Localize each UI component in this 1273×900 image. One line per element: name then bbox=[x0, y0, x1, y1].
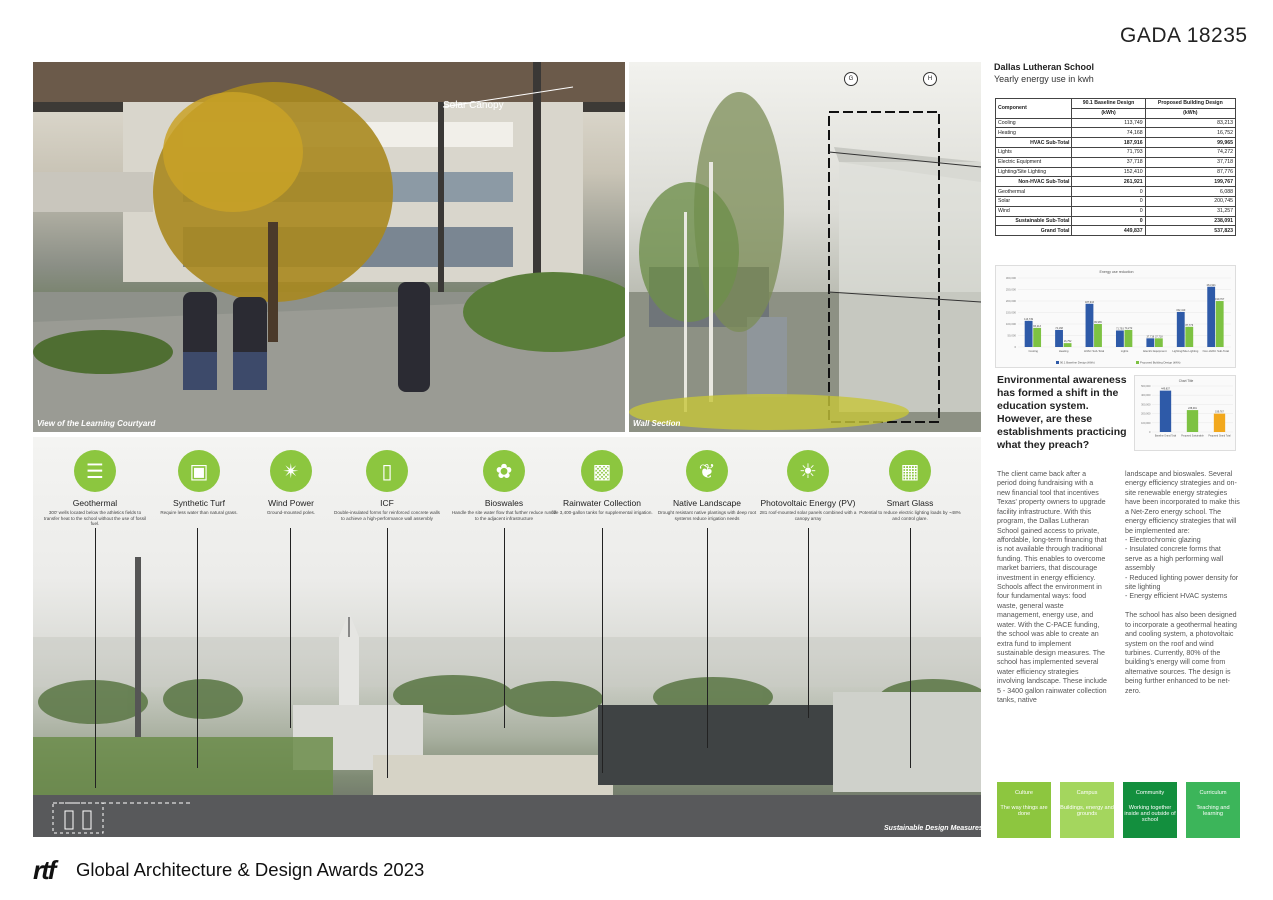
y-tick-label: 300,000 bbox=[1005, 276, 1016, 280]
tile-desc: Buildings, energy and grounds bbox=[1060, 805, 1114, 817]
leader-line bbox=[602, 528, 603, 773]
x-tick-label: Electric Equipment bbox=[1143, 349, 1167, 353]
bar bbox=[1116, 330, 1124, 347]
window-icon: ▦ bbox=[889, 450, 931, 492]
tile-title: Campus bbox=[1076, 790, 1098, 796]
energy-reduction-chart-svg bbox=[996, 266, 1237, 369]
proposed-value: 83,213 bbox=[1145, 118, 1235, 128]
bar-value-label: 152,410 bbox=[1176, 308, 1186, 312]
proposed-value: 200,745 bbox=[1145, 196, 1235, 206]
proposed-value: 537,823 bbox=[1145, 226, 1235, 236]
article-heading: Environmental awareness has formed a shift in the education system. However, are these establishments practicing what they preach? bbox=[997, 374, 1127, 452]
proposed-value: 16,752 bbox=[1145, 128, 1235, 138]
bar-value-label: 71,793 bbox=[1116, 327, 1124, 331]
wall-section-caption: Wall Section bbox=[633, 419, 681, 428]
proposed-value: 37,718 bbox=[1145, 157, 1235, 167]
leaf-icon: ❦ bbox=[686, 450, 728, 492]
wall-section-illustration bbox=[629, 62, 981, 432]
bar-value-label: 83,213 bbox=[1033, 324, 1041, 328]
table-row bbox=[996, 226, 1236, 236]
y-tick-label: 0 bbox=[1014, 345, 1016, 349]
measure-desc: Drought resistant native plantings with deep root systems reduce irrigation needs bbox=[657, 510, 757, 521]
table-row bbox=[996, 187, 1236, 197]
measure-rainwater bbox=[543, 450, 661, 516]
measure-title: Photovoltaic Energy (PV) bbox=[760, 498, 856, 508]
x-tick-label: Proposed Grand Total bbox=[1208, 435, 1231, 438]
baseline-value: 0 bbox=[1072, 216, 1145, 226]
y-tick-label: 0 bbox=[1149, 431, 1151, 434]
grass-icon: ✿ bbox=[483, 450, 525, 492]
rtf-logo: rtf bbox=[33, 855, 55, 885]
row-label: Non-HVAC Sub-Total bbox=[996, 177, 1072, 187]
proposed-value: 6,088 bbox=[1145, 187, 1235, 197]
geothermal-icon: ☰ bbox=[74, 450, 116, 492]
legend-swatch bbox=[1056, 361, 1059, 364]
baseline-value: 187,916 bbox=[1072, 138, 1145, 148]
bar-value-label: 449,837 bbox=[1161, 387, 1170, 391]
marker-h: H bbox=[923, 72, 937, 86]
measure-title: Bioswales bbox=[484, 498, 524, 508]
table-row bbox=[996, 118, 1236, 128]
measure-title: Wind Power bbox=[268, 498, 314, 508]
bar bbox=[1207, 287, 1215, 347]
tile-desc: The way things are done bbox=[1000, 805, 1048, 817]
article-right-column: landscape and bioswales. Several energy efficiency strategies and on-site renewable energy strategies have been incorporated to make this a Net-Zero energy school. The energy efficiency strategies that will be implemented are: - Electrochromic glazing - Insulated concrete forms that serve as a high performing wall assembly - Reduced lighting power density for site lighting - Energy efficient HVAC systems The school has also been designed to incorporate a geothermal heating and cooling system, a photovoltaic system on the roof and wind turbines. Currently, 80% of the building's energy will come from alternative sources. The design is being further enhanced to be net-zero. bbox=[1125, 470, 1240, 695]
school-name: Dallas Lutheran School bbox=[994, 62, 1095, 72]
bar-value-label: 199,767 bbox=[1215, 298, 1225, 302]
bar bbox=[1064, 343, 1072, 347]
leader-line bbox=[290, 528, 291, 728]
y-tick-label: 400,000 bbox=[1141, 394, 1151, 398]
bar bbox=[1033, 328, 1041, 347]
legend-swatch bbox=[1136, 361, 1139, 364]
leader-line bbox=[197, 528, 198, 768]
bar-value-label: 113,749 bbox=[1024, 317, 1034, 321]
bar-value-label: 187,916 bbox=[1084, 300, 1094, 304]
y-tick-label: 100,000 bbox=[1141, 421, 1151, 425]
leader-line bbox=[910, 528, 911, 768]
row-label: Grand Total bbox=[996, 226, 1072, 236]
bar-value-label: 87,776 bbox=[1185, 323, 1194, 327]
table-row bbox=[996, 177, 1236, 187]
tile-culture bbox=[997, 782, 1051, 838]
measure-title: Rainwater Collection bbox=[563, 498, 641, 508]
turf-icon: ▣ bbox=[178, 450, 220, 492]
measure-title: Synthetic Turf bbox=[173, 498, 225, 508]
baseline-value: 113,749 bbox=[1072, 118, 1145, 128]
bar-value-label: 238,091 bbox=[1188, 407, 1197, 411]
bar bbox=[1214, 414, 1225, 432]
y-tick-label: 200,000 bbox=[1141, 412, 1151, 416]
project-code: GADA 18235 bbox=[1120, 24, 1248, 47]
row-label: Lighting/Site Lighting bbox=[996, 167, 1072, 177]
bar bbox=[1094, 324, 1102, 347]
measure-desc: 300' wells located below the athletics fields to transfer heat to the school without the use of fossil fuel. bbox=[43, 510, 147, 527]
dashed-path-icon bbox=[33, 795, 193, 835]
table-row bbox=[996, 167, 1236, 177]
leader-line bbox=[387, 528, 388, 778]
measure-geothermal bbox=[36, 450, 154, 527]
measure-icf bbox=[328, 450, 446, 521]
energy-table bbox=[995, 98, 1236, 236]
courtyard-illustration bbox=[33, 62, 625, 432]
x-tick-label: HVAC Sub-Total bbox=[1083, 349, 1105, 353]
tile-curriculum bbox=[1186, 782, 1240, 838]
solar-canopy-label: Solar Canopy bbox=[443, 100, 504, 111]
energy-reduction-chart bbox=[995, 265, 1236, 368]
courtyard-caption: View of the Learning Courtyard bbox=[37, 419, 156, 428]
y-tick-label: 100,000 bbox=[1005, 322, 1016, 326]
tile-desc: Teaching and learning bbox=[1196, 805, 1230, 817]
courtyard-rendering bbox=[33, 62, 625, 432]
x-tick-label: Baseline Grand Total bbox=[1154, 435, 1177, 438]
table-header: 90.1 Baseline Design bbox=[1072, 99, 1145, 109]
baseline-value: 0 bbox=[1072, 196, 1145, 206]
total-energy-chart-svg bbox=[1135, 376, 1237, 452]
proposed-value: 74,272 bbox=[1145, 147, 1235, 157]
water-tank-icon: ▩ bbox=[581, 450, 623, 492]
tile-campus bbox=[1060, 782, 1114, 838]
measure-desc: 281 roof-mounted solar panels combined with a canopy array bbox=[759, 510, 857, 521]
table-header: Component bbox=[996, 99, 1072, 119]
table-row bbox=[996, 138, 1236, 148]
measure-desc: five 3,400-gallon tanks for supplemental irrigation. bbox=[551, 510, 653, 515]
row-label: Solar bbox=[996, 196, 1072, 206]
wind-turbine-icon: ✴ bbox=[270, 450, 312, 492]
table-row bbox=[996, 216, 1236, 226]
tile-title: Community bbox=[1135, 790, 1165, 796]
energy-subtitle: Yearly energy use in kwh bbox=[994, 74, 1094, 84]
row-label: Lights bbox=[996, 147, 1072, 157]
bar-value-label: 99,965 bbox=[1094, 321, 1102, 325]
measure-title: Native Landscape bbox=[672, 498, 742, 508]
award-title: Global Architecture & Design Awards 2023 bbox=[76, 859, 425, 880]
baseline-value: 74,168 bbox=[1072, 128, 1145, 138]
table-row bbox=[996, 196, 1236, 206]
bar bbox=[1155, 338, 1163, 347]
marker-g: G bbox=[844, 72, 858, 86]
proposed-value: 199,767 bbox=[1145, 177, 1235, 187]
baseline-value: 0 bbox=[1072, 206, 1145, 216]
measure-title: Geothermal bbox=[72, 498, 118, 508]
baseline-value: 449,837 bbox=[1072, 226, 1145, 236]
baseline-value: 71,793 bbox=[1072, 147, 1145, 157]
row-label: Electric Equipment bbox=[996, 157, 1072, 167]
wall-assembly-icon: ▯ bbox=[366, 450, 408, 492]
x-tick-label: Lights bbox=[1120, 349, 1129, 353]
row-label: Sustainable Sub-Total bbox=[996, 216, 1072, 226]
band-caption: Sustainable Design Measures bbox=[884, 825, 983, 832]
bar bbox=[1177, 312, 1185, 347]
measure-desc: Handle the site water flow that further reduce runoff to the adjacent infrastructure bbox=[451, 510, 557, 521]
table-row bbox=[996, 128, 1236, 138]
bar bbox=[1125, 330, 1133, 347]
baseline-value: 37,718 bbox=[1072, 157, 1145, 167]
x-tick-label: Proposed Sustainable bbox=[1181, 435, 1204, 438]
bar-value-label: 74,168 bbox=[1055, 326, 1063, 330]
tile-desc: Working together inside and outside of school bbox=[1124, 805, 1176, 823]
baseline-value: 261,921 bbox=[1072, 177, 1145, 187]
baseline-value: 152,410 bbox=[1072, 167, 1145, 177]
leader-line bbox=[808, 528, 809, 718]
bar bbox=[1146, 338, 1154, 347]
bar bbox=[1187, 410, 1198, 432]
tile-title: Culture bbox=[1014, 790, 1034, 796]
x-tick-label: Lighting/Site Lighting bbox=[1172, 349, 1199, 353]
bar-value-label: 37,718 bbox=[1155, 335, 1163, 339]
row-label: HVAC Sub-Total bbox=[996, 138, 1072, 148]
bar-value-label: 199,767 bbox=[1215, 410, 1224, 414]
bar bbox=[1216, 301, 1224, 347]
tile-community bbox=[1123, 782, 1177, 838]
table-row bbox=[996, 157, 1236, 167]
y-tick-label: 500,000 bbox=[1141, 385, 1151, 388]
proposed-value: 99,965 bbox=[1145, 138, 1235, 148]
measure-photovoltaic bbox=[749, 450, 867, 521]
y-tick-label: 200,000 bbox=[1005, 299, 1016, 303]
row-label: Heating bbox=[996, 128, 1072, 138]
measure-title: ICF bbox=[380, 498, 394, 508]
chart-title: Chart Title bbox=[1178, 379, 1194, 383]
energy-table-body bbox=[996, 118, 1236, 236]
table-row bbox=[996, 147, 1236, 157]
proposed-value: 238,091 bbox=[1145, 216, 1235, 226]
measure-desc: Require less water than natural grass. bbox=[160, 510, 238, 515]
measure-desc: Double-insulated forms for reinforced concrete walls to achieve a high-performance wall assembly bbox=[334, 510, 440, 521]
bar bbox=[1160, 391, 1171, 432]
baseline-value: 0 bbox=[1072, 187, 1145, 197]
tile-title: Curriculum bbox=[1199, 790, 1227, 796]
measure-smart-glass bbox=[851, 450, 969, 521]
x-tick-label: Cooling bbox=[1028, 349, 1038, 353]
proposed-value: 87,776 bbox=[1145, 167, 1235, 177]
y-tick-label: 150,000 bbox=[1005, 310, 1016, 315]
y-tick-label: 300,000 bbox=[1141, 403, 1151, 407]
article-left-column: The client came back after a period doing fundraising with a new financial tool that incentives Texas' property owners to upgrade facility infrastructure. With this program, the Dallas Lutheran School gained access to private, affordable, long-term financing that is not available through traditional funding. This enables to overcome market barriers, that discourage investment in energy efficiency. Schools affect the environment in four fundamental ways: food waste, general waste management, energy use, and water. With the C-PACE funding, the school was able to create an extra fund to implement sustainable design measures. The school has implemented several water efficiency strategies involving landscape. These include 5 - 3400 gallon rainwater collection tanks, native bbox=[997, 470, 1107, 705]
bar bbox=[1055, 330, 1063, 347]
leader-line bbox=[504, 528, 505, 728]
y-tick-label: 250,000 bbox=[1005, 287, 1016, 292]
x-tick-label: Non-HVAC Sub-Total bbox=[1202, 349, 1229, 353]
bar bbox=[1086, 304, 1094, 347]
solar-panel-icon: ☀ bbox=[787, 450, 829, 492]
row-label: Wind bbox=[996, 206, 1072, 216]
row-label: Geothermal bbox=[996, 187, 1072, 197]
x-tick-label: Heating bbox=[1058, 349, 1069, 353]
bar bbox=[1025, 321, 1033, 347]
bar-value-label: 37,718 bbox=[1146, 335, 1155, 339]
bar-value-label: 261,921 bbox=[1206, 283, 1216, 287]
legend-label: Proposed Building Design (kWh) bbox=[1140, 360, 1181, 365]
total-energy-chart bbox=[1134, 375, 1236, 451]
table-header: (kWh) bbox=[1145, 108, 1235, 118]
table-header: (kWh) bbox=[1072, 108, 1145, 118]
measure-title: Smart Glass bbox=[886, 498, 934, 508]
leader-line bbox=[707, 528, 708, 748]
leader-line bbox=[95, 528, 96, 788]
y-tick-label: 50,000 bbox=[1007, 333, 1016, 338]
band-ground-strip bbox=[33, 795, 981, 837]
bar-value-label: 74,272 bbox=[1124, 326, 1133, 330]
measure-desc: Potential to reduce electric lighting loads by ~48% and control glare. bbox=[859, 510, 961, 521]
table-header: Proposed Building Design bbox=[1145, 99, 1235, 109]
chart-title: Energy use reduction bbox=[1099, 270, 1134, 274]
table-row bbox=[996, 206, 1236, 216]
wall-section-rendering bbox=[629, 62, 981, 432]
proposed-value: 31,257 bbox=[1145, 206, 1235, 216]
row-label: Cooling bbox=[996, 118, 1072, 128]
measure-desc: Ground-mounted poles. bbox=[266, 510, 316, 515]
bar bbox=[1185, 327, 1193, 347]
bar-value-label: 16,752 bbox=[1063, 340, 1072, 344]
legend-label: 90.1 Baseline Design (kWh) bbox=[1060, 360, 1095, 365]
